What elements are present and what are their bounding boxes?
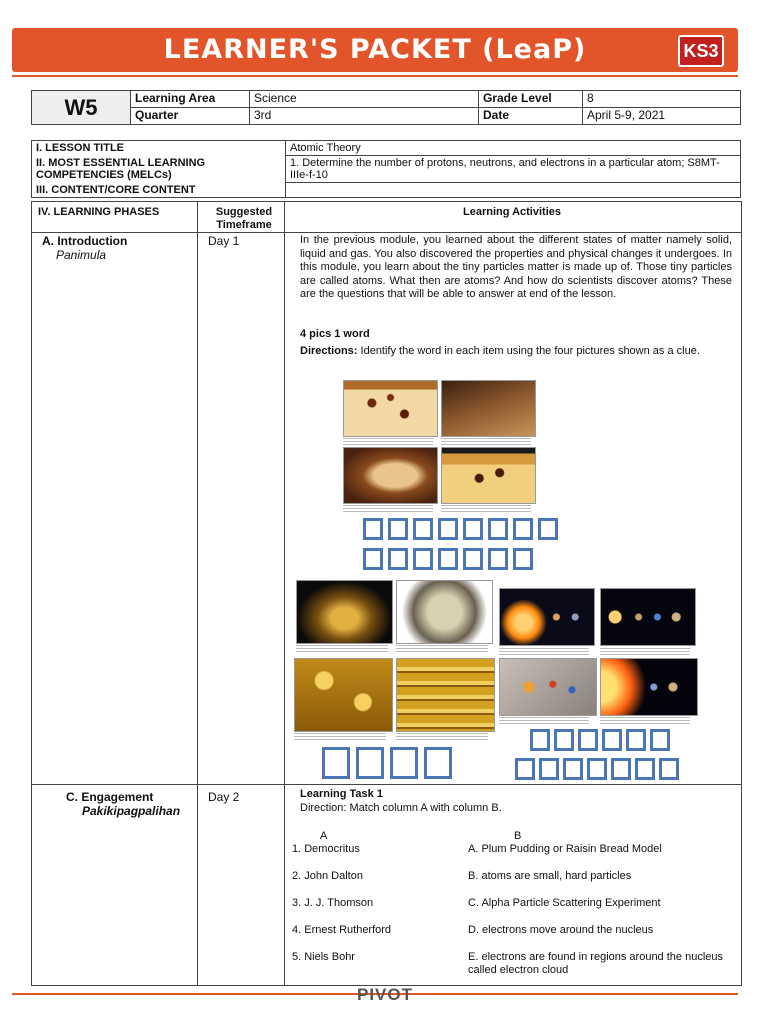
solar-system-diagram-image <box>600 658 698 716</box>
grade-level-value: 8 <box>583 91 741 108</box>
raisin-bread-image-4 <box>441 447 536 504</box>
lesson-title-value: Atomic Theory <box>286 141 741 156</box>
column-b-item: B. atoms are small, hard particles <box>468 870 632 882</box>
letter-box[interactable] <box>438 518 458 540</box>
day1-label: Day 1 <box>208 234 240 248</box>
week-label: W5 <box>32 91 131 125</box>
answer-boxes-row-4[interactable] <box>530 729 670 751</box>
letter-box[interactable] <box>530 729 550 751</box>
caption-5 <box>296 645 388 653</box>
letter-box[interactable] <box>488 518 508 540</box>
answer-boxes-row-3[interactable] <box>322 747 452 779</box>
task-title: Learning Task 1 <box>300 788 383 800</box>
activities-header: Learning Activities <box>462 206 561 218</box>
letter-box[interactable] <box>513 518 533 540</box>
letter-box[interactable] <box>659 758 679 780</box>
banner-underline <box>12 75 738 77</box>
letter-box[interactable] <box>513 548 533 570</box>
quarter-value: 3rd <box>250 108 479 125</box>
letter-box[interactable] <box>488 548 508 570</box>
engagement-phase: C. Engagement <box>66 790 154 804</box>
column-a-item: 1. Democritus <box>292 843 360 855</box>
letter-box[interactable] <box>388 518 408 540</box>
column-b-header: B <box>514 830 522 842</box>
directions-label: Directions: <box>300 345 358 357</box>
letter-box[interactable] <box>388 548 408 570</box>
game-title: 4 pics 1 word <box>300 328 370 340</box>
letter-box[interactable] <box>363 518 383 540</box>
letter-box[interactable] <box>413 518 433 540</box>
letter-box[interactable] <box>539 758 559 780</box>
letter-box[interactable] <box>363 548 383 570</box>
letter-box[interactable] <box>413 548 433 570</box>
content-value <box>286 183 741 198</box>
solar-system-model-image <box>499 658 597 716</box>
column-a-item: 5. Niels Bohr <box>292 951 355 963</box>
planets-lineup-image <box>600 588 696 646</box>
column-b-item: A. Plum Pudding or Raisin Bread Model <box>468 843 662 855</box>
caption-10 <box>600 648 690 656</box>
introduction-subtitle: Panimula <box>56 248 107 262</box>
date-value: April 5-9, 2021 <box>583 108 741 125</box>
introduction-text: In the previous module, you learned about the different states of matter namely solid, liquid and gas. You also discovered the properties and physical changes it undergoes. In this module, you learn about the tiny particles matter is made up of. Those tiny particles are called atoms. What then are atoms? And how do scientists discover atoms? These are the questions that will be able to answer at end of the lesson. <box>300 234 732 300</box>
column-b-item: E. electrons are found in regions around the nucleus called electron cloud <box>468 951 723 976</box>
timeframe-header: Suggested Timeframe <box>215 206 273 231</box>
column-a-item: 3. J. J. Thomson <box>292 897 374 909</box>
lesson-title-label: I. LESSON TITLE <box>32 141 286 156</box>
letter-box[interactable] <box>424 747 452 779</box>
column-b-item: C. Alpha Particle Scattering Experiment <box>468 897 661 909</box>
column-a-item: 2. John Dalton <box>292 870 363 882</box>
section-divider <box>32 784 741 785</box>
letter-box[interactable] <box>587 758 607 780</box>
sun-planets-image <box>499 588 595 646</box>
learning-area-label: Learning Area <box>131 91 250 108</box>
day2-label: Day 2 <box>208 790 240 804</box>
letter-box[interactable] <box>515 758 535 780</box>
caption-7 <box>294 733 386 741</box>
caption-12 <box>600 717 690 725</box>
directions-body: Identify the word in each item using the four pictures shown as a clue. <box>357 345 700 357</box>
gold-bangles-image <box>396 658 495 732</box>
caption-9 <box>499 648 589 656</box>
timeframe-column <box>198 202 285 985</box>
phase-column <box>32 202 198 985</box>
letter-box[interactable] <box>578 729 598 751</box>
letter-box[interactable] <box>463 518 483 540</box>
letter-box[interactable] <box>602 729 622 751</box>
caption-3 <box>343 505 433 513</box>
caption-1 <box>343 438 433 446</box>
letter-box[interactable] <box>554 729 574 751</box>
pivot-logo: PIVOT <box>356 985 413 1004</box>
header-banner <box>12 28 738 72</box>
column-a-item: 4. Ernest Rutherford <box>292 924 392 936</box>
task-direction: Direction: Match column A with column B. <box>300 802 502 814</box>
caption-8 <box>396 733 488 741</box>
column-a-header: A <box>320 830 328 842</box>
letter-box[interactable] <box>626 729 646 751</box>
header-divider <box>32 232 741 233</box>
column-b-item: D. electrons move around the nucleus <box>468 924 654 936</box>
answer-boxes-row-5[interactable] <box>515 758 679 780</box>
melc-value: 1. Determine the number of protons, neutrons, and electrons in a particular atom; S8MT-IIIe-f-10 <box>286 156 741 183</box>
info-table <box>31 90 741 125</box>
date-label: Date <box>479 108 583 125</box>
raisin-bread-image-2 <box>441 380 536 437</box>
learning-area-value: Science <box>250 91 479 108</box>
letter-box[interactable] <box>650 729 670 751</box>
learning-phases-grid <box>31 201 742 986</box>
answer-boxes-row-2[interactable] <box>363 548 533 570</box>
gold-nugget-image <box>396 580 493 644</box>
caption-11 <box>499 717 589 725</box>
letter-box[interactable] <box>438 548 458 570</box>
letter-box[interactable] <box>611 758 631 780</box>
melc-label: II. MOST ESSENTIAL LEARNING COMPETENCIES (MELCs) <box>32 156 286 183</box>
gold-bars-image <box>296 580 393 644</box>
raisin-bread-image-1 <box>343 380 438 437</box>
introduction-phase: A. Introduction <box>42 234 128 248</box>
raisin-bread-image-3 <box>343 447 438 504</box>
letter-box[interactable] <box>538 518 558 540</box>
ks3-badge: KS3 <box>678 35 724 67</box>
engagement-subtitle: Pakikipagpalihan <box>82 804 181 818</box>
gold-coins-image <box>294 658 393 732</box>
grade-level-label: Grade Level <box>479 91 583 108</box>
answer-boxes-row-1[interactable] <box>363 518 558 540</box>
quarter-label: Quarter <box>131 108 250 125</box>
letter-box[interactable] <box>563 758 583 780</box>
caption-6 <box>396 645 488 653</box>
letter-box[interactable] <box>322 747 350 779</box>
letter-box[interactable] <box>635 758 655 780</box>
phases-header: IV. LEARNING PHASES <box>38 206 160 218</box>
lesson-table <box>31 140 741 198</box>
letter-box[interactable] <box>463 548 483 570</box>
banner-title: LEARNER'S PACKET (LeaP) <box>163 34 587 65</box>
letter-box[interactable] <box>390 747 418 779</box>
caption-4 <box>441 505 531 513</box>
letter-box[interactable] <box>356 747 384 779</box>
caption-2 <box>441 438 531 446</box>
directions-text <box>300 344 730 358</box>
content-label: III. CONTENT/CORE CONTENT <box>32 183 286 198</box>
